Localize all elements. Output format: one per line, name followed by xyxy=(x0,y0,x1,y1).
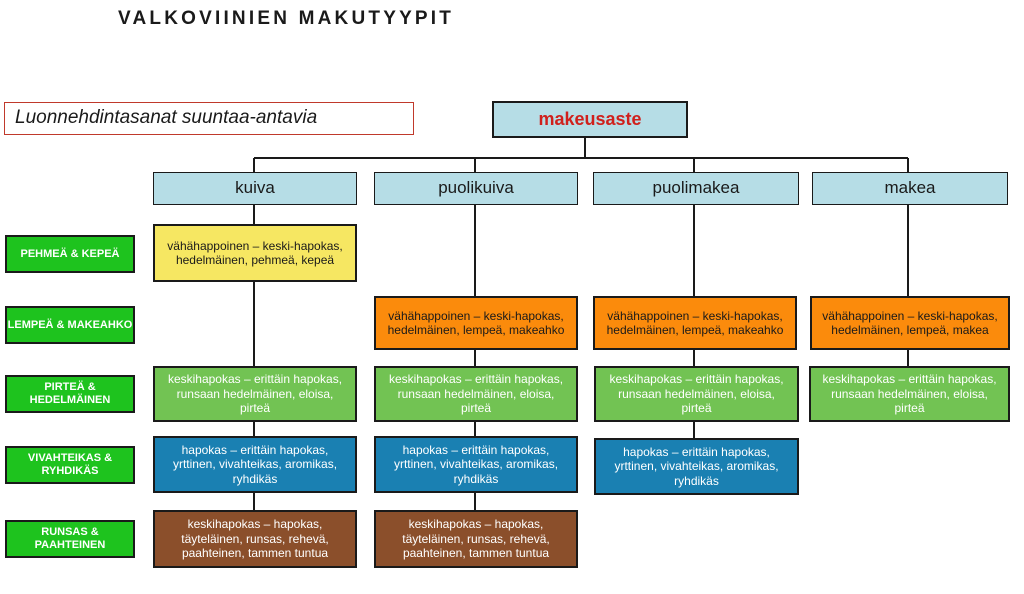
row-label-runsas-paahteinen: RUNSAS & PAAHTEINEN xyxy=(5,520,135,558)
cell-makea-pirtea: keskihapokas – erittäin hapokas, runsaan hedelmäinen, eloisa, pirteä xyxy=(809,366,1010,422)
category-kuiva: kuiva xyxy=(153,172,357,205)
note-box: Luonnehdintasanat suuntaa-antavia xyxy=(4,102,414,135)
cell-puolikuiva-pirtea: keskihapokas – erittäin hapokas, runsaan hedelmäinen, eloisa, pirteä xyxy=(374,366,578,422)
page-title: VALKOVIINIEN MAKUTYYPIT xyxy=(118,8,455,29)
cell-makea-lempea: vähähappoinen – keski-hapokas, hedelmäinen, lempeä, makea xyxy=(810,296,1010,350)
category-makea: makea xyxy=(812,172,1008,205)
row-label-vivahteikas-ryhdikas: VIVAHTEIKAS & RYHDIKÄS xyxy=(5,446,135,484)
cell-puolimakea-lempea: vähähappoinen – keski-hapokas, hedelmäinen, lempeä, makeahko xyxy=(593,296,797,350)
cell-puolikuiva-vivahteikas: hapokas – erittäin hapokas, yrttinen, vivahteikas, aromikas, ryhdikäs xyxy=(374,436,578,493)
category-puolimakea: puolimakea xyxy=(593,172,799,205)
cell-puolikuiva-runsas: keskihapokas – hapokas, täyteläinen, runsas, rehevä, paahteinen, tammen tuntua xyxy=(374,510,578,568)
row-label-lempea-makeahko: LEMPEÄ & MAKEAHKO xyxy=(5,306,135,344)
cell-kuiva-vivahteikas: hapokas – erittäin hapokas, yrttinen, vivahteikas, aromikas, ryhdikäs xyxy=(153,436,357,493)
cell-puolikuiva-lempea: vähähappoinen – keski-hapokas, hedelmäinen, lempeä, makeahko xyxy=(374,296,578,350)
cell-puolimakea-vivahteikas: hapokas – erittäin hapokas, yrttinen, vivahteikas, aromikas, ryhdikäs xyxy=(594,438,799,495)
category-puolikuiva: puolikuiva xyxy=(374,172,578,205)
cell-kuiva-pehmea: vähähappoinen – keski-hapokas, hedelmäinen, pehmeä, kepeä xyxy=(153,224,357,282)
cell-kuiva-pirtea: keskihapokas – erittäin hapokas, runsaan hedelmäinen, eloisa, pirteä xyxy=(153,366,357,422)
row-label-pirtea-hedelmainen: PIRTEÄ & HEDELMÄINEN xyxy=(5,375,135,413)
cell-kuiva-runsas: keskihapokas – hapokas, täyteläinen, runsas, rehevä, paahteinen, tammen tuntua xyxy=(153,510,357,568)
row-label-pehmea-kepea: PEHMEÄ & KEPEÄ xyxy=(5,235,135,273)
cell-puolimakea-pirtea: keskihapokas – erittäin hapokas, runsaan hedelmäinen, eloisa, pirteä xyxy=(594,366,799,422)
root-node-makeusaste: makeusaste xyxy=(492,101,688,138)
